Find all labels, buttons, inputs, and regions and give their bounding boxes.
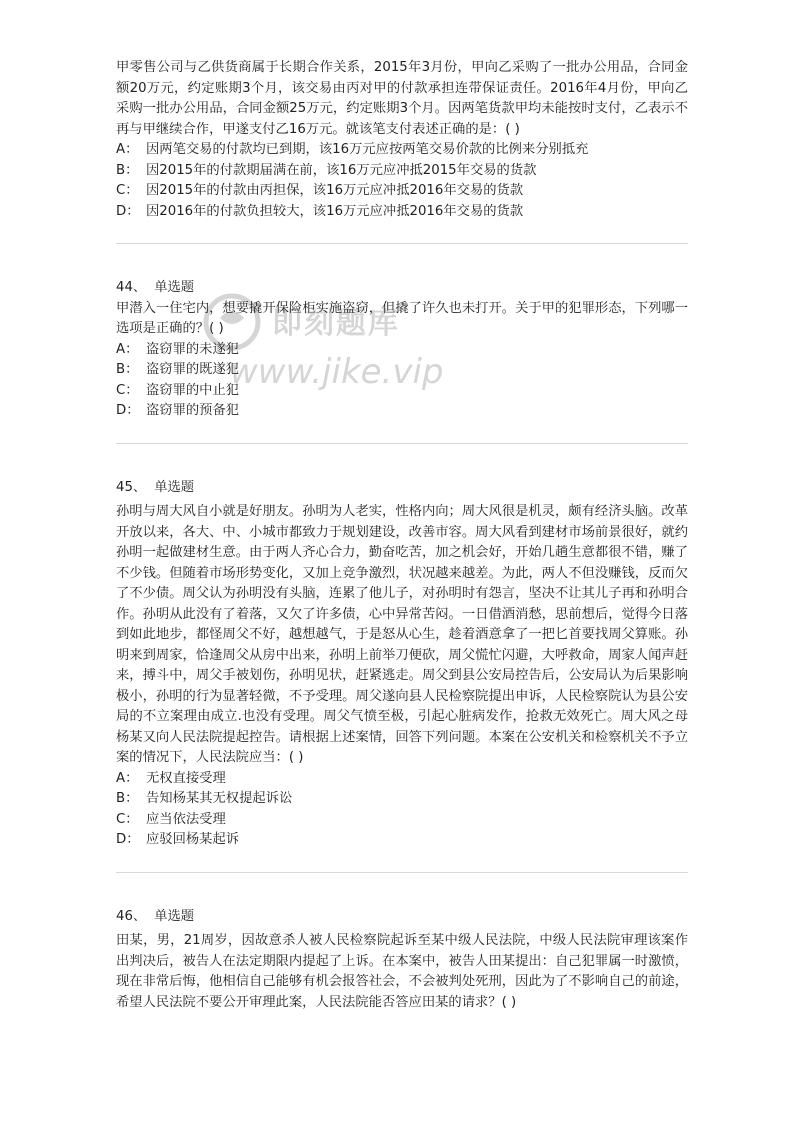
option-text: 盗窃罪的未遂犯 (146, 341, 240, 357)
question-divider (116, 443, 688, 444)
option-text: 因两笔交易的付款均已到期，该16万元应按两笔交易价款的比例来分别抵充 (146, 142, 589, 157)
question-header (116, 278, 688, 299)
question-44 (116, 278, 688, 422)
option-text: 因2015年的付款期届满在前，该16万元应冲抵2015年交易的货款 (146, 162, 537, 178)
option-letter: B： (116, 362, 139, 377)
question-number: 46、 (116, 908, 147, 924)
question-header (116, 478, 688, 499)
question-type: 单选题 (154, 479, 195, 495)
option-a[interactable] (116, 140, 688, 161)
option-text: 应当依法受理 (146, 811, 226, 827)
question-stem: 甲零售公司与乙供货商属于长期合作关系，2015年3月份，甲向乙采购了一批办公用品，合同金额20万元，约定账期3个月，该交易由丙对甲的付款承担连带保证责任。2016年4月份，甲向乙采购一批办公用品，合同金额25万元，约定账期3个月。因两笔货款甲均未能按时支付，乙表示不再与甲继续合作，甲遂支付乙16万元。就该笔支付表述正确的是：( ) (116, 60, 688, 137)
option-text: 因2016年的付款负担较大，该16万元应冲抵2016年交易的货款 (146, 203, 524, 219)
option-d[interactable] (116, 830, 688, 851)
question-stem: 甲潜入一住宅内，想要撬开保险柜实施盗窃，但撬了许久也未打开。关于甲的犯罪形态，下列哪一选项是正确的？( ) (116, 300, 688, 336)
option-b[interactable] (116, 161, 688, 182)
option-d[interactable] (116, 401, 688, 422)
watermark-title: 即刻题库 (272, 306, 400, 341)
question-46 (116, 907, 688, 1014)
question-45 (116, 478, 688, 851)
option-letter: C： (116, 382, 139, 398)
option-text: 盗窃罪的既遂犯 (146, 362, 240, 377)
question-43 (116, 58, 688, 222)
option-c[interactable] (116, 181, 688, 202)
question-type: 单选题 (154, 908, 195, 924)
question-type: 单选题 (154, 280, 195, 295)
option-text: 无权直接受理 (146, 770, 226, 786)
question-divider (116, 243, 688, 244)
question-divider (116, 872, 688, 873)
option-letter: A： (116, 142, 139, 157)
question-number: 45、 (116, 479, 147, 495)
option-letter: C： (116, 183, 139, 198)
question-stem: 田某，男，21周岁，因故意杀人被人民检察院起诉至某中级人民法院，中级人民法院审理该案作出判决后，被告人在法定期限内提起了上诉。在本案中，被告人田某提出：自己犯罪属一时激愤，现在非常后悔，他相信自己能够有机会报答社会，不会被判处死刑，因此为了不影响自己的前途，希望人民法院不要公开审理此案，人民法院能否答应田某的请求？( ) (116, 933, 688, 1010)
option-text: 因2015年的付款由丙担保，该16万元应冲抵2016年交易的货款 (146, 183, 524, 198)
option-a[interactable] (116, 340, 688, 361)
option-letter: C： (116, 811, 139, 827)
option-text: 盗窃罪的预备犯 (146, 403, 240, 418)
option-letter: D： (116, 832, 140, 847)
option-d[interactable] (116, 202, 688, 223)
option-text: 告知杨某其无权提起诉讼 (146, 791, 293, 806)
option-a[interactable] (116, 769, 688, 790)
option-b[interactable] (116, 789, 688, 810)
option-c[interactable] (116, 381, 688, 402)
option-letter: A： (116, 341, 139, 357)
option-b[interactable] (116, 360, 688, 381)
document-page (116, 58, 688, 1013)
question-number: 44、 (116, 280, 147, 295)
question-stem: 孙明与周大风自小就是好朋友。孙明为人老实，性格内向；周大风很是机灵，颇有经济头脑。改革开放以来，各大、中、小城市都致力于规划建设，改善市容。周大风看到建材市场前景很好，就约孙明一起做建材生意。由于两人齐心合力，勤奋吃苦，加之机会好，开始几趟生意都很不错，赚了不少钱。但随着市场形势变化，又加上竞争激烈，状况越来越差。为此，两人不但没赚钱，反而欠了不少债。周父认为孙明没有头脑，连累了他儿子，对孙明时有怨言，坚决不让其儿子再和孙明合作。孙明从此没有了着落，又欠了许多债，心中异常苦闷。一日借酒消愁，思前想后，觉得今日落到如此地步，都怪周父不好，越想越气，于是怒从心生，趁着酒意拿了一把匕首要找周父算账。孙明来到周家，恰逢周父从房中出来，孙明上前举刀便砍，周父慌忙闪避，大呼救命，周家人闻声赶来，搏斗中，周父手被划伤，孙明见状，赶紧逃走。周父到县公安局控告后，公安局认为后果影响极小，孙明的行为显著轻微，不予受理。周父遂向县人民检察院提出申诉，人民检察院认为县公安局的不立案理由成立.也没有受理。周父气愤至极，引起心脏病发作，抢救无效死亡。周大风之母杨某又向人民法院提起控告。请根据上述案情，回答下列问题。本案在公安机关和检察机关不予立案的情况下，人民法院应当：( ) (116, 504, 688, 765)
option-letter: A： (116, 770, 139, 786)
option-c[interactable] (116, 810, 688, 831)
option-letter: D： (116, 403, 140, 418)
option-letter: B： (116, 791, 139, 806)
option-text: 盗窃罪的中止犯 (146, 382, 240, 398)
question-header (116, 907, 688, 928)
option-text: 应驳回杨某起诉 (146, 832, 240, 847)
watermark-url: www.jike.vip (230, 352, 444, 392)
option-letter: B： (116, 162, 139, 178)
option-letter: D： (116, 203, 140, 219)
